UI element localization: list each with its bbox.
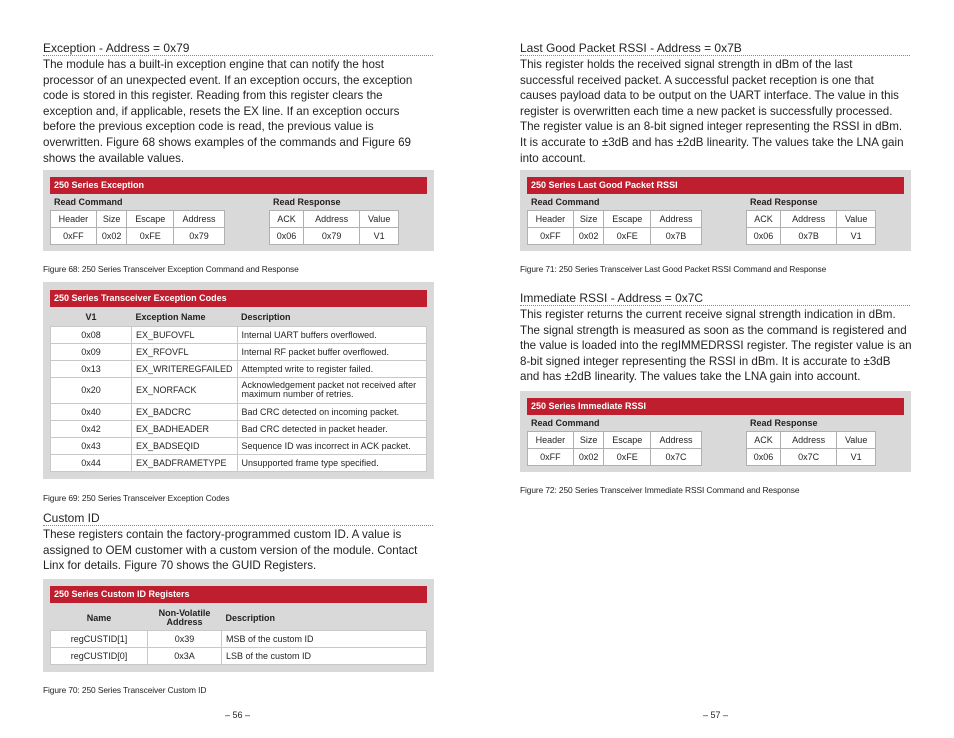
table-cell: 0x02: [96, 228, 127, 245]
figure-72-caption: Figure 72: 250 Series Transceiver Immediate RSSI Command and Response: [520, 485, 800, 495]
table-cell: 0xFF: [51, 228, 97, 245]
table-cell: 0x79: [303, 228, 359, 245]
table-cell: Address: [650, 432, 701, 449]
table-cell: 0x42: [51, 420, 132, 437]
last-rssi-paragraph: [520, 57, 925, 166]
figure-71-panel: [520, 170, 911, 251]
figure-70-panel: [43, 579, 434, 672]
table-cell: 0x02: [573, 228, 604, 245]
table-cell: Header: [528, 211, 574, 228]
text-line: code is stored in this register. Reading from this register clears the: [43, 89, 383, 103]
table-row: [51, 437, 427, 454]
table-cell: V1: [837, 228, 876, 245]
text-line: This register holds the received signal strength in dBm of the last: [520, 58, 853, 71]
table-cell: 0xFF: [528, 228, 574, 245]
table-cell: Unsupported frame type specified.: [237, 454, 426, 471]
column-header: Description: [225, 612, 276, 623]
table-cell: Address: [173, 211, 224, 228]
table-cell: EX_RFOVFL: [132, 343, 238, 360]
read-response-label: Read Response: [750, 197, 818, 207]
custom-id-paragraph: [43, 527, 443, 574]
table-cell: EX_BADSEQID: [132, 437, 238, 454]
figure-title: 250 Series Immediate RSSI: [527, 398, 904, 415]
text-line: shows the available values.: [43, 151, 185, 165]
column-header: Exception Name: [135, 312, 206, 323]
text-line: The module has a built-in exception engine that can notify the host: [43, 58, 384, 71]
text-line: exception and, if applicable, resets the EX line. If an exception occurs: [43, 104, 400, 118]
table-cell: EX_BADHEADER: [132, 420, 238, 437]
text-line: causes payload data to be output on the UART interface. The value in this: [520, 89, 899, 103]
text-line: before the previous exception code is read, the previous value is: [43, 120, 374, 134]
column-header: Description: [241, 312, 291, 323]
read-command-label: Read Command: [531, 418, 600, 428]
page-number: – 57 –: [703, 710, 729, 720]
table-cell: Acknowledgement packet not received after maximum number of retries.: [237, 377, 426, 403]
page-number: – 56 –: [225, 710, 251, 720]
response-table: [746, 431, 876, 466]
table-cell: Value: [360, 211, 399, 228]
table-cell: 0x02: [573, 449, 604, 466]
table-cell: Address: [780, 432, 836, 449]
table-cell: ACK: [747, 432, 781, 449]
table-cell: 0x79: [173, 228, 224, 245]
table-row: [51, 454, 427, 471]
table-cell: 0x06: [270, 228, 304, 245]
table-cell: 0x7B: [780, 228, 836, 245]
table-cell: ACK: [747, 211, 781, 228]
heading-divider: [520, 55, 910, 56]
immediate-rssi-heading: Immediate RSSI - Address = 0x7C: [520, 291, 704, 305]
column-header: Non-Volatile Address: [158, 607, 211, 627]
text-line: the value is loaded into the regIMMEDRSSI register. The register value is an: [520, 339, 912, 353]
table-cell: 0xFE: [604, 228, 650, 245]
table-cell: Size: [573, 211, 604, 228]
table-cell: Internal UART buffers overflowed.: [237, 326, 426, 343]
table-cell: 0x06: [747, 228, 781, 245]
text-line: Linx for details. Figure 70 shows the GUID Registers.: [43, 559, 317, 573]
text-line: It is accurate to ±3dB and has ±2dB linearity. The values take the LNA gain: [520, 135, 904, 149]
text-line: assigned to OEM customer with a custom version of the module. Contact: [43, 543, 418, 557]
read-command-label: Read Command: [54, 197, 123, 207]
table-cell: 0x7C: [650, 449, 701, 466]
text-line: successful received packet. A successful packet reception is one that: [520, 73, 874, 87]
table-row: [51, 630, 427, 647]
text-line: These registers contain the factory-programmed custom ID. A value is: [43, 528, 402, 541]
table-cell: 0x43: [51, 437, 132, 454]
heading-divider: [43, 55, 433, 56]
table-cell: V1: [360, 228, 399, 245]
table-cell: Attempted write to register failed.: [237, 360, 426, 377]
text-line: processor of an unexpected event. If an exception occurs, the exception: [43, 73, 413, 87]
table-row: [51, 403, 427, 420]
table-cell: Internal RF packet buffer overflowed.: [237, 343, 426, 360]
column-header: Name: [86, 612, 112, 623]
read-response-label: Read Response: [273, 197, 341, 207]
table-cell: Address: [303, 211, 359, 228]
table-cell: regCUSTID[1]: [51, 630, 148, 647]
command-table: [527, 210, 702, 245]
read-response-label: Read Response: [750, 418, 818, 428]
table-row: [51, 647, 427, 664]
text-line: into account.: [520, 151, 586, 165]
table-cell: Escape: [604, 211, 650, 228]
figure-68-panel: [43, 170, 434, 251]
table-cell: Escape: [604, 432, 650, 449]
table-cell: EX_BADCRC: [132, 403, 238, 420]
text-line: The register value is an 8-bit signed integer representing the RSSI in dBm.: [520, 120, 903, 134]
table-row: [51, 343, 427, 360]
figure-71-caption: Figure 71: 250 Series Transceiver Last Good Packet RSSI Command and Response: [520, 264, 827, 274]
table-cell: V1: [837, 449, 876, 466]
table-row: [51, 420, 427, 437]
table-cell: Header: [51, 211, 97, 228]
table-cell: 0xFF: [528, 449, 574, 466]
table-row: [51, 360, 427, 377]
figure-title: 250 Series Exception: [50, 177, 427, 194]
heading-divider: [520, 305, 910, 306]
table-cell: Value: [837, 211, 876, 228]
table-cell: Bad CRC detected on incoming packet.: [237, 403, 426, 420]
immediate-rssi-paragraph: [520, 307, 925, 385]
table-cell: ACK: [270, 211, 304, 228]
read-command-label: Read Command: [531, 197, 600, 207]
table-cell: Bad CRC detected in packet header.: [237, 420, 426, 437]
heading-divider: [43, 525, 433, 526]
table-cell: 0x06: [747, 449, 781, 466]
table-cell: 0x39: [148, 630, 222, 647]
text-line: and has ±2dB linearity. The values take the LNA gain into account.: [520, 370, 861, 384]
table-cell: 0x44: [51, 454, 132, 471]
table-cell: EX_WRITEREGFAILED: [132, 360, 238, 377]
text-line: The signal strength is measured as soon as the command is registered and: [520, 323, 907, 337]
table-cell: MSB of the custom ID: [222, 630, 427, 647]
text-line: This register returns the current receive signal strength indication in dBm.: [520, 308, 896, 321]
figure-title: 250 Series Custom ID Registers: [50, 586, 427, 603]
command-table: [527, 431, 702, 466]
command-table: [50, 210, 225, 245]
text-line: overwritten. Figure 68 shows examples of the commands and Figure 69: [43, 135, 411, 149]
response-table: [746, 210, 876, 245]
figure-70-caption: Figure 70: 250 Series Transceiver Custom ID: [43, 685, 207, 695]
table-cell: EX_NORFACK: [132, 377, 238, 403]
table-cell: Size: [573, 432, 604, 449]
exception-heading: Exception - Address = 0x79: [43, 41, 190, 55]
column-header: V1: [85, 312, 97, 323]
text-line: register is overwritten each time a new packet is successfully processed.: [520, 104, 893, 118]
table-cell: 0x7B: [650, 228, 701, 245]
last-rssi-heading: Last Good Packet RSSI - Address = 0x7B: [520, 41, 742, 55]
table-cell: Address: [650, 211, 701, 228]
figure-68-caption: Figure 68: 250 Series Transceiver Exception Command and Response: [43, 264, 299, 274]
table-cell: LSB of the custom ID: [222, 647, 427, 664]
table-cell: EX_BADFRAMETYPE: [132, 454, 238, 471]
response-table: [269, 210, 399, 245]
table-cell: 0x7C: [780, 449, 836, 466]
figure-69-caption: Figure 69: 250 Series Transceiver Exception Codes: [43, 493, 230, 503]
table-cell: Value: [837, 432, 876, 449]
table-cell: Size: [96, 211, 127, 228]
table-cell: 0x3A: [148, 647, 222, 664]
table-cell: Header: [528, 432, 574, 449]
figure-69-panel: [43, 282, 434, 479]
table-row: [51, 326, 427, 343]
figure-title: 250 Series Last Good Packet RSSI: [527, 177, 904, 194]
exception-codes-table: [50, 309, 427, 472]
text-line: 8-bit signed integer representing the RSSI in dBm. It is accurate to ±3dB: [520, 354, 891, 368]
table-cell: regCUSTID[0]: [51, 647, 148, 664]
table-cell: Address: [780, 211, 836, 228]
table-cell: Sequence ID was incorrect in ACK packet.: [237, 437, 426, 454]
table-cell: 0x20: [51, 377, 132, 403]
exception-paragraph: [43, 57, 443, 166]
table-cell: 0x08: [51, 326, 132, 343]
table-row: [51, 377, 427, 403]
table-cell: EX_BUFOVFL: [132, 326, 238, 343]
table-cell: 0x13: [51, 360, 132, 377]
table-cell: 0xFE: [127, 228, 173, 245]
table-cell: 0x40: [51, 403, 132, 420]
table-cell: Escape: [127, 211, 173, 228]
custom-id-heading: Custom ID: [43, 511, 100, 525]
table-cell: 0xFE: [604, 449, 650, 466]
figure-title: 250 Series Transceiver Exception Codes: [50, 290, 427, 307]
table-cell: 0x09: [51, 343, 132, 360]
figure-72-panel: [520, 391, 911, 472]
custom-id-table: [50, 606, 427, 665]
